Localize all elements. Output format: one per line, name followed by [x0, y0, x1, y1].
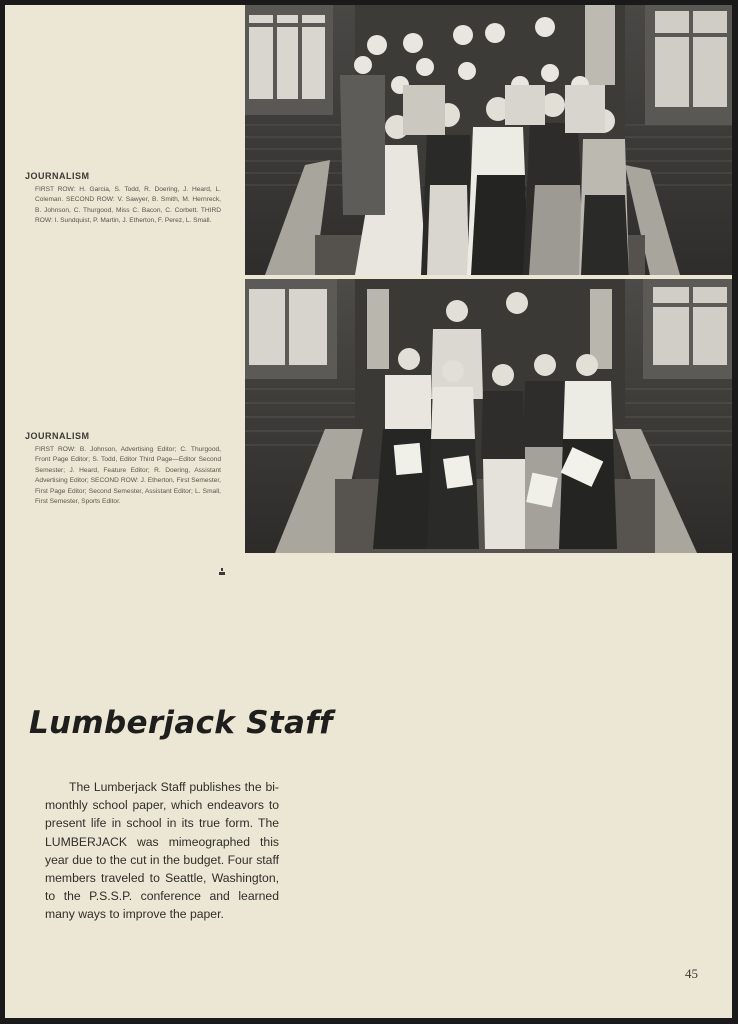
ink-smudge-icon [218, 568, 226, 578]
caption-heading: JOURNALISM [25, 171, 90, 181]
caption-heading: JOURNALISM [25, 431, 90, 441]
caption-names: FIRST ROW: H. Garcia, S. Todd, R. Doering, J. Heard, L. Coleman. SECOND ROW: V. Sawyer, B. Smith, M. Hernreck, B. Johnson, C. Thurgood, Miss C. Bacon, C. Corbett. THIRD ROW: I. Sundquist, P. Martin, J. Etherton, F. Perez, L. Small. [35, 186, 221, 225]
caption-journalism-1 [25, 171, 221, 227]
section-heading: Lumberjack Staff [29, 705, 333, 741]
caption-roles: FIRST ROW: B. Johnson, Advertising Editor; C. Thurgood, Front Page Editor; S. Todd, Editor Third Page—Editor Second Semester; J. Heard, Feature Editor; R. Doering, Assistant Advertising Editor; SECOND ROW: J. Etherton, First Semester, First Page Editor; Second Semester, Assistant Editor; L. Small, First Semester, Sports Editor. [35, 446, 221, 506]
journalism-editors-photo [245, 279, 732, 553]
section-body-text: The Lumberjack Staff publishes the bi-monthly school paper, which endeavors to present life in school in its true form. The LUMBERJACK was mimeographed this year due to the cut in the budget. Four staff members traveled to Seattle, Washington, to the P.S.S.P. conference and learned many ways to improve the paper. [45, 780, 279, 922]
caption-journalism-2 [25, 431, 221, 507]
page-number: 45 [685, 966, 698, 981]
journalism-group-photo [245, 5, 732, 275]
yearbook-page [5, 5, 732, 1018]
photo-2-image [245, 279, 732, 553]
photo-1-image [245, 5, 732, 275]
